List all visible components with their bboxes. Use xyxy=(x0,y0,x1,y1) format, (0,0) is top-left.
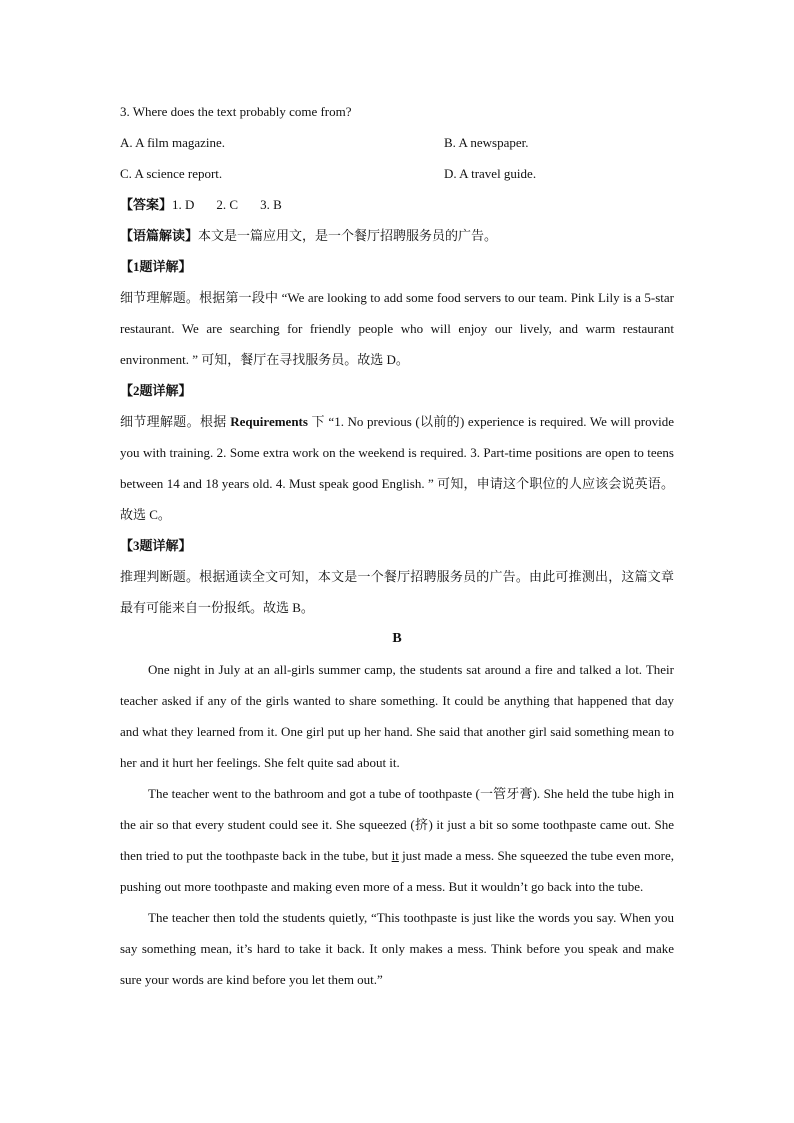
requirements-label: Requirements xyxy=(230,414,308,429)
passage-p2-part-a: The teacher went to the bathroom and got a tube of toothpaste (一管牙膏). She held the tube high in the air so that every student could see it. She squeezed (挤) it just a bit so some toothpaste came out. She then tried to put the toothpaste back in the tube, but xyxy=(120,786,674,863)
analysis-line xyxy=(120,220,674,251)
analysis-text: 本文是一篇应用文，是一个餐厅招聘服务员的广告。 xyxy=(198,228,498,243)
analysis-tag: 【语篇解读】 xyxy=(120,228,199,243)
answer-line xyxy=(120,189,674,220)
underlined-it: it xyxy=(391,848,399,863)
section-b-title: B xyxy=(392,631,402,646)
passage-paragraph-3: The teacher then told the students quietly, “This toothpaste is just like the words you say. When you say something mean, it’s hard to take it back. It only makes a mess. Think before you speak and make sure your words are kind before you let them out.” xyxy=(120,910,674,987)
detail-2-pre: 细节理解题。根据 xyxy=(120,414,231,429)
answer-3: 3. B xyxy=(260,197,282,212)
passage-paragraph-1: One night in July at an all-girls summer camp, the students sat around a fire and talked a lot. Their teacher asked if any of the girls wanted to share something. It could be anything that happened that day and what they learned from it. One girl put up her hand. She said that another girl said something mean to her and it hurt her feelings. She felt quite sad about it. xyxy=(120,662,674,770)
document-page xyxy=(120,96,674,995)
passage-p2-part-b: just made a mess. She squeezed the tube even more, pushing out more toothpaste and making even more of a mess. But it wouldn’t go back into the tube. xyxy=(120,848,674,894)
options-row-1 xyxy=(120,127,674,158)
answer-1: 1. D xyxy=(172,197,195,212)
answer-tag: 【答案】 xyxy=(120,197,173,212)
option-b: B. A newspaper. xyxy=(444,135,529,150)
detail-1-text: 细节理解题。根据第一段中 “We are looking to add some food servers to our team. Pink Lily is a 5-star restaurant. We are searching for friendly people who will enjoy our lively, and warm restaurant environment. ” 可知，餐厅在寻找服务员。故选 D。 xyxy=(120,290,674,367)
answer-2: 2. C xyxy=(216,197,239,212)
detail-2-body: 下 “1. No previous (以前的) experience is required. We will provide you with training. 2. Some extra work on the weekend is required. 3. Part-time positions are open to teens between 14 and 18 years old. 4. Must speak good English. ” 可知，申请这个职位的人应该会说英语。故选 C。 xyxy=(120,414,674,522)
option-c: C. A science report. xyxy=(120,166,223,181)
passage-paragraph-2 xyxy=(120,778,674,902)
option-d: D. A travel guide. xyxy=(444,166,537,181)
detail-2-text xyxy=(120,406,674,530)
detail-3-heading: 【3题详解】 xyxy=(120,538,192,553)
option-a: A. A film magazine. xyxy=(120,135,226,150)
options-row-2 xyxy=(120,158,674,189)
detail-2-heading: 【2题详解】 xyxy=(120,383,192,398)
question-3: 3. Where does the text probably come from? xyxy=(120,104,352,119)
detail-3-text: 推理判断题。根据通读全文可知，本文是一个餐厅招聘服务员的广告。由此可推测出，这篇文章最有可能来自一份报纸。故选 B。 xyxy=(120,569,674,615)
detail-1-heading: 【1题详解】 xyxy=(120,259,192,274)
